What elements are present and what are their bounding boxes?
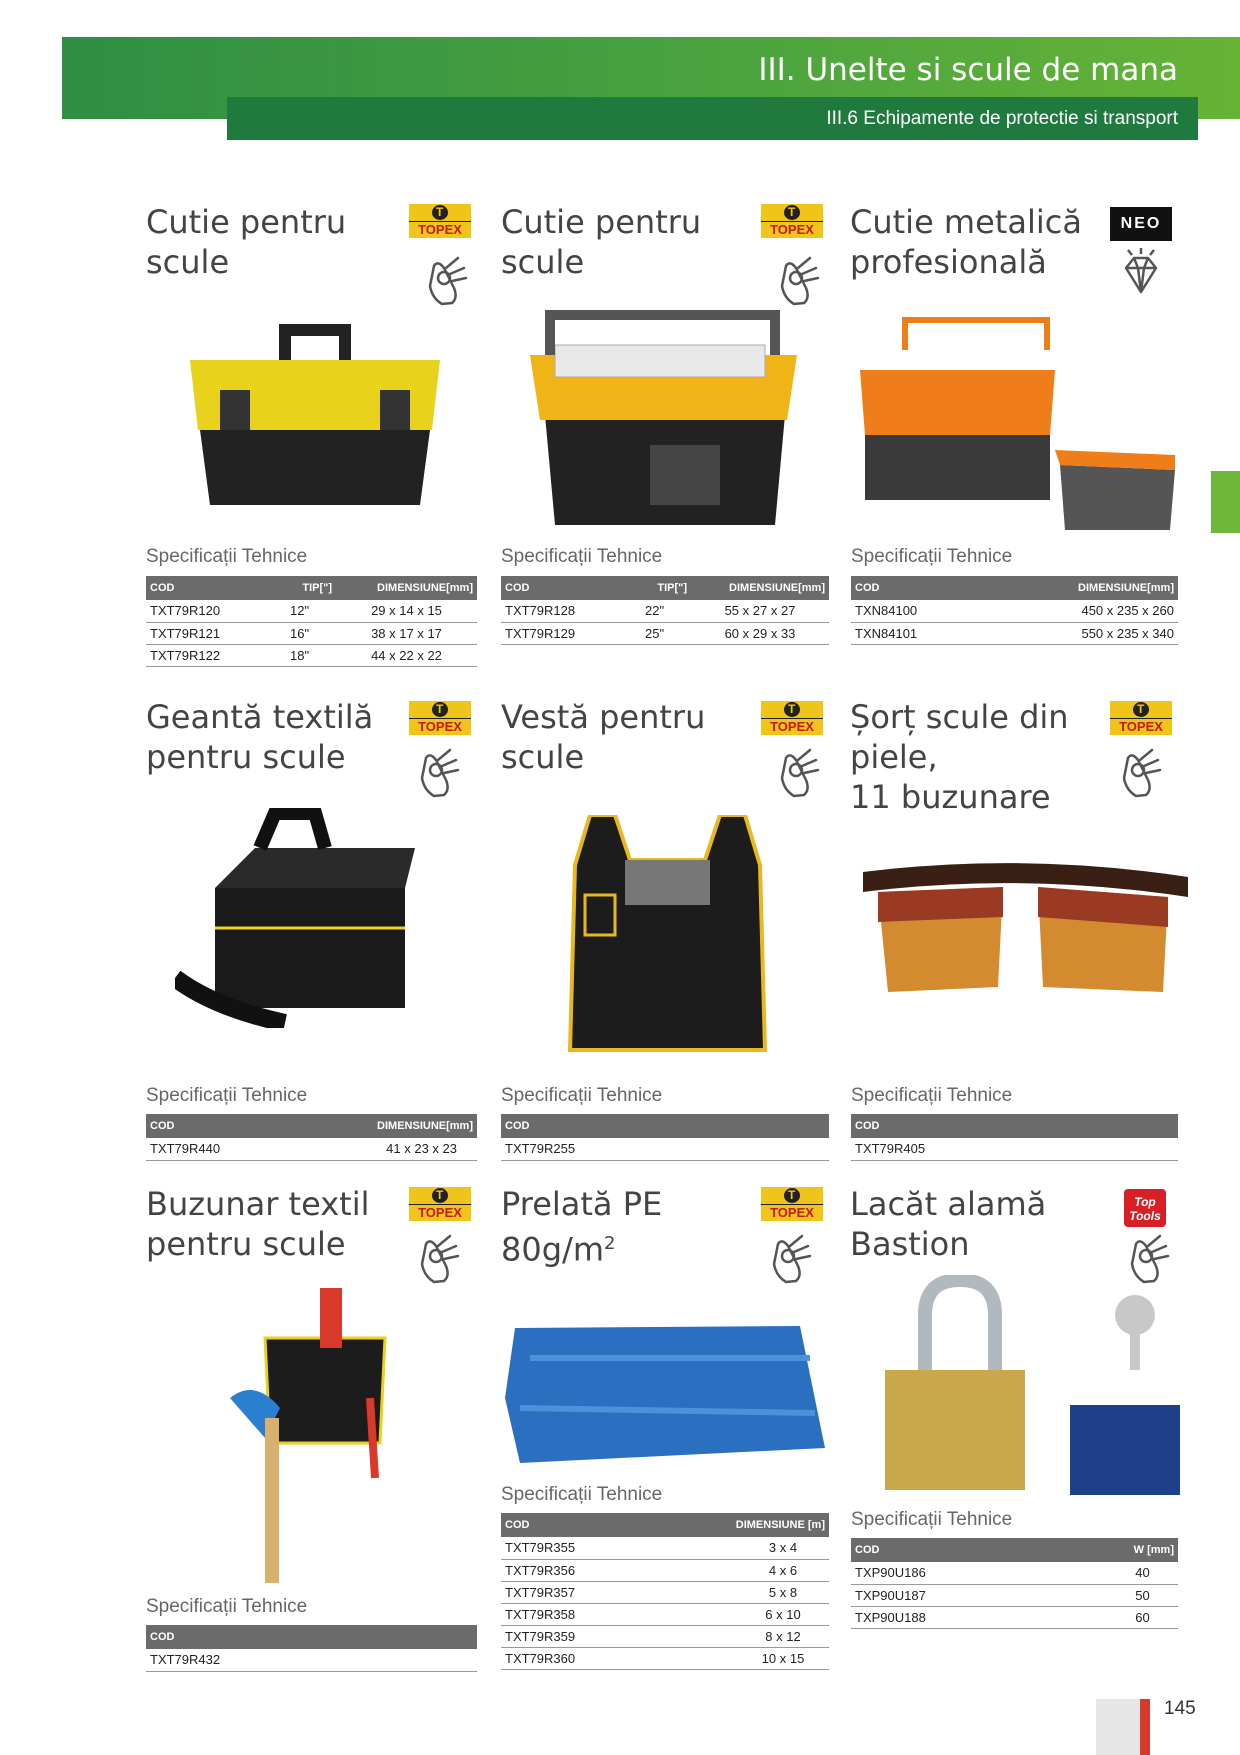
product-title: Buzunar textil pentru scule [146, 1185, 370, 1263]
product-title: Cutie pentru scule [501, 203, 702, 281]
table-row: TXT79R129 25" 60 x 29 x 33 [501, 622, 829, 644]
spec-table: COD W [mm] TXP90U186 40 TXP90U187 50 TXP90U188 60 [851, 1538, 1178, 1629]
table-row: TXT79R432 [146, 1649, 477, 1671]
product-title: Cutie pentru scule [146, 203, 347, 281]
product-title: Cutie metalică profesională [850, 203, 1082, 281]
spec-table: COD TXT79R432 [146, 1625, 477, 1672]
spec-label: Specificații Tehnice [146, 1596, 308, 1617]
page-number-tab [1096, 1699, 1140, 1755]
table-row: TXN84100 450 x 235 x 260 [851, 600, 1178, 622]
spec-table: COD DIMENSIUNE[mm] TXT79R440 41 x 23 x 23 [146, 1114, 477, 1161]
spec-label: Specificații Tehnice [501, 546, 663, 567]
table-row: TXT79R122 18" 44 x 22 x 22 [146, 644, 477, 666]
hand-ok-icon [416, 1226, 462, 1284]
textile-pouch-image [225, 1288, 395, 1588]
product-title: Vestă pentru scule [501, 698, 706, 776]
table-row: TXT79R360 10 x 15 [501, 1647, 829, 1669]
spec-table: COD TXT79R405 [851, 1114, 1178, 1161]
toptools-logo: Top Tools [1124, 1189, 1166, 1227]
table-row: TXT79R358 6 x 10 [501, 1603, 829, 1625]
table-row: TXT79R356 4 x 6 [501, 1559, 829, 1581]
chapter-side-tab [1211, 471, 1240, 533]
hand-ok-icon [768, 1226, 814, 1284]
table-row: TXT79R405 [851, 1138, 1178, 1160]
spec-label: Specificații Tehnice [851, 1509, 1013, 1530]
table-row: TXT79R355 3 x 4 [501, 1537, 829, 1559]
toolbox-organizer-image [525, 305, 805, 530]
table-row: TXN84101 550 x 235 x 340 [851, 622, 1178, 644]
spec-table: COD TIP["] DIMENSIUNE[mm] TXT79R120 12" 29 x 14 x 15 TXT79R121 16" 38 x 17 x 17 TXT79R122 18" 44 x 22 x 22 [146, 576, 477, 667]
spec-label: Specificații Tehnice [851, 546, 1013, 567]
topex-logo: T TOPEX [409, 1187, 471, 1221]
product-title: Prelată PE $80g/m^2$ [501, 1185, 663, 1269]
textile-bag-image [175, 808, 415, 1028]
spec-table: COD TIP["] DIMENSIUNE[mm] TXT79R128 22" 55 x 27 x 27 TXT79R129 25" 60 x 29 x 33 [501, 576, 829, 645]
leather-apron-image [863, 852, 1188, 1022]
pe-tarpaulin-image [500, 1318, 830, 1468]
hand-ok-icon [424, 248, 470, 306]
topex-logo: T TOPEX [761, 701, 823, 735]
table-row: TXP90U187 50 [851, 1584, 1178, 1606]
spec-label: Specificații Tehnice [501, 1085, 663, 1106]
product-title: Geantă textilă pentru scule [146, 698, 374, 776]
product-title: Lacăt alamă Bastion [850, 1185, 1047, 1263]
page-number-accent [1140, 1699, 1150, 1755]
section-title: III. Unelte si scule de mana [758, 52, 1178, 88]
table-row: TXP90U186 40 [851, 1562, 1178, 1584]
hand-ok-icon [776, 740, 822, 798]
table-row: TXT79R255 [501, 1138, 829, 1160]
topex-logo: T TOPEX [409, 701, 471, 735]
toolbox-yellow-image [180, 320, 450, 510]
topex-logo: T TOPEX [409, 204, 471, 238]
table-row: TXT79R120 12" 29 x 14 x 15 [146, 600, 477, 622]
brass-padlock-image [880, 1275, 1180, 1495]
topex-logo: T TOPEX [1110, 701, 1172, 735]
table-row: TXP90U188 60 [851, 1606, 1178, 1628]
spec-label: Specificații Tehnice [146, 1085, 308, 1106]
table-row: TXT79R357 5 x 8 [501, 1581, 829, 1603]
metal-toolbox-image [855, 315, 1180, 535]
spec-label: Specificații Tehnice [146, 546, 308, 567]
table-row: TXT79R121 16" 38 x 17 x 17 [146, 622, 477, 644]
table-row: TXT79R359 8 x 12 [501, 1625, 829, 1647]
topex-logo: T TOPEX [761, 1187, 823, 1221]
table-row: TXT79R128 22" 55 x 27 x 27 [501, 600, 829, 622]
neo-logo: NEO [1110, 207, 1172, 241]
spec-table: COD DIMENSIUNE[mm] TXN84100 450 x 235 x 260 TXN84101 550 x 235 x 340 [851, 576, 1178, 645]
spec-table: COD DIMENSIUNE [m] TXT79R355 3 x 4 TXT79R356 4 x 6 TXT79R357 5 x 8 TXT79R358 6 x 10 TXT79R359 8 x 12 TXT79R360 10 x 15 [501, 1513, 829, 1670]
diamond-icon [1118, 246, 1164, 304]
hand-ok-icon [416, 740, 462, 798]
product-title: Șorț scule din piele, 11 buzunare [850, 698, 1069, 816]
spec-label: Specificații Tehnice [501, 1484, 663, 1505]
tool-vest-image [545, 815, 790, 1055]
spec-table: COD TXT79R255 [501, 1114, 829, 1161]
hand-ok-icon [776, 248, 822, 306]
page-number: 145 [1164, 1698, 1196, 1719]
subsection-header-bar [227, 97, 1198, 140]
spec-label: Specificații Tehnice [851, 1085, 1013, 1106]
hand-ok-icon [1118, 740, 1164, 798]
topex-logo: T TOPEX [761, 204, 823, 238]
table-row: TXT79R440 41 x 23 x 23 [146, 1138, 477, 1160]
subsection-title: III.6 Echipamente de protectie si transport [826, 108, 1178, 129]
